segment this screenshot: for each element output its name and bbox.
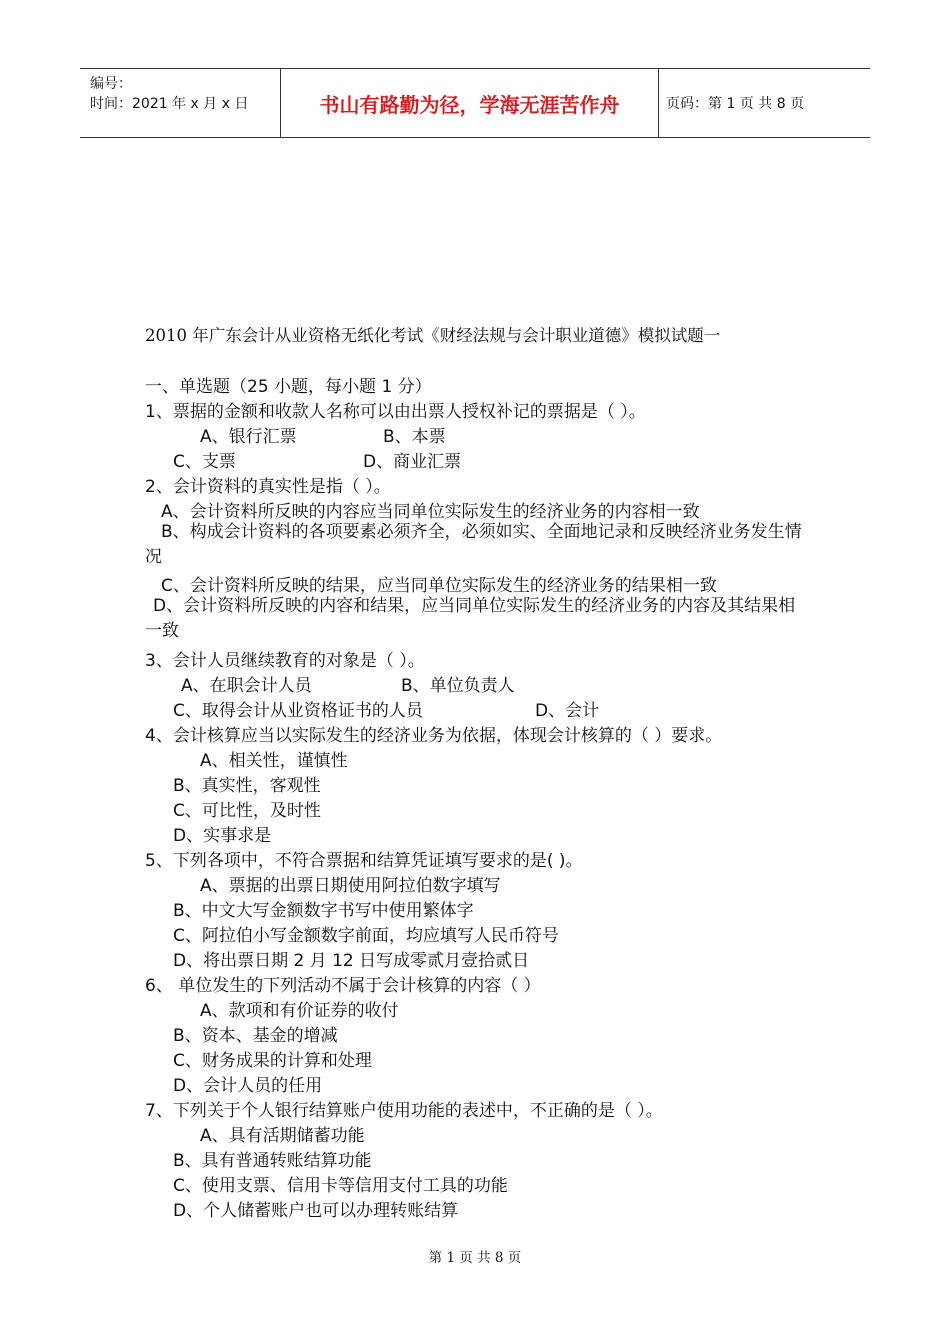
q3-option-d: D、会计 (535, 701, 600, 721)
q6-option-c: C、财务成果的计算和处理 (173, 1051, 372, 1071)
q5-option-a: A、票据的出票日期使用阿拉伯数字填写 (200, 876, 501, 896)
q7-option-b: B、具有普通转账结算功能 (173, 1151, 372, 1171)
q5-stem: 5、下列各项中，不符合票据和结算凭证填写要求的是( )。 (145, 851, 583, 871)
q2-option-d: D、会计资料所反映的内容和结果，应当同单位实际发生的经济业务的内容及其结果相一致 (145, 596, 796, 641)
q1-option-b: B、本票 (383, 427, 446, 447)
document-title: 2010 年广东会计从业资格无纸化考试《财经法规与会计职业道德》模拟试题一 (145, 326, 721, 345)
q4-option-c: C、可比性，及时性 (173, 801, 321, 821)
q4-option-a: A、相关性，谨慎性 (200, 751, 348, 771)
q2-option-c: C、会计资料所反映的结果，应当同单位实际发生的经济业务的结果相一致 (161, 576, 717, 596)
q1-option-d: D、商业汇票 (363, 452, 462, 472)
q4-stem: 4、会计核算应当以实际发生的经济业务为依据，体现会计核算的（ ）要求。 (145, 726, 723, 746)
q1-stem: 1、票据的金额和收款人名称可以由出票人授权补记的票据是（ ）。 (145, 402, 646, 422)
q3-option-c: C、取得会计从业资格证书的人员 (173, 701, 423, 721)
q7-option-d: D、个人储蓄账户也可以办理转账结算 (173, 1201, 459, 1221)
motto: 书山有路勤为径，学海无涯苦作舟 (281, 69, 659, 137)
q5-option-c: C、阿拉伯小写金额数字前面，均应填写人民币符号 (173, 926, 559, 946)
q3-option-a: A、在职会计人员 (181, 676, 312, 696)
q3-option-b: B、单位负责人 (401, 676, 515, 696)
q2-option-b: B、构成会计资料的各项要素必须齐全，必须如实、全面地记录和反映经济业务发生情况 (145, 522, 802, 567)
q4-option-d: D、实事求是 (173, 826, 272, 846)
q5-option-d: D、将出票日期 2 月 12 日写成零贰月壹拾贰日 (173, 951, 530, 971)
q6-option-a: A、款项和有价证券的收付 (200, 1001, 399, 1021)
q1-option-a: A、银行汇票 (200, 427, 297, 447)
page-info: 页码：第 1 页 共 8 页 (666, 96, 805, 112)
q7-stem: 7、下列关于个人银行结算账户使用功能的表述中，不正确的是（ ）。 (145, 1101, 663, 1121)
q1-option-c: C、支票 (173, 452, 236, 472)
time-label: 时间：2021 年 x 月 x 日 (90, 96, 249, 112)
q2-stem: 2、会计资料的真实性是指（ ）。 (145, 477, 391, 497)
q7-option-c: C、使用支票、信用卡等信用支付工具的功能 (173, 1176, 508, 1196)
q6-option-d: D、会计人员的任用 (173, 1076, 323, 1096)
q4-option-b: B、真实性，客观性 (173, 776, 321, 796)
q6-option-b: B、资本、基金的增减 (173, 1026, 338, 1046)
q2-option-a: A、会计资料所反映的内容应当同单位实际发生的经济业务的内容相一致 (161, 502, 700, 522)
q6-stem: 6、 单位发生的下列活动不属于会计核算的内容（ ） (145, 976, 541, 996)
page-header (80, 68, 870, 138)
q5-option-b: B、中文大写金额数字书写中使用繁体字 (173, 901, 474, 921)
section-heading: 一、单选题（25 小题，每小题 1 分） (145, 377, 432, 397)
q3-stem: 3、会计人员继续教育的对象是（ ）。 (145, 651, 425, 671)
q7-option-a: A、具有活期储蓄功能 (200, 1126, 365, 1146)
header-meta (80, 69, 281, 137)
page-footer: 第 1 页 共 8 页 (428, 1250, 522, 1266)
number-label: 编号： (90, 76, 132, 92)
